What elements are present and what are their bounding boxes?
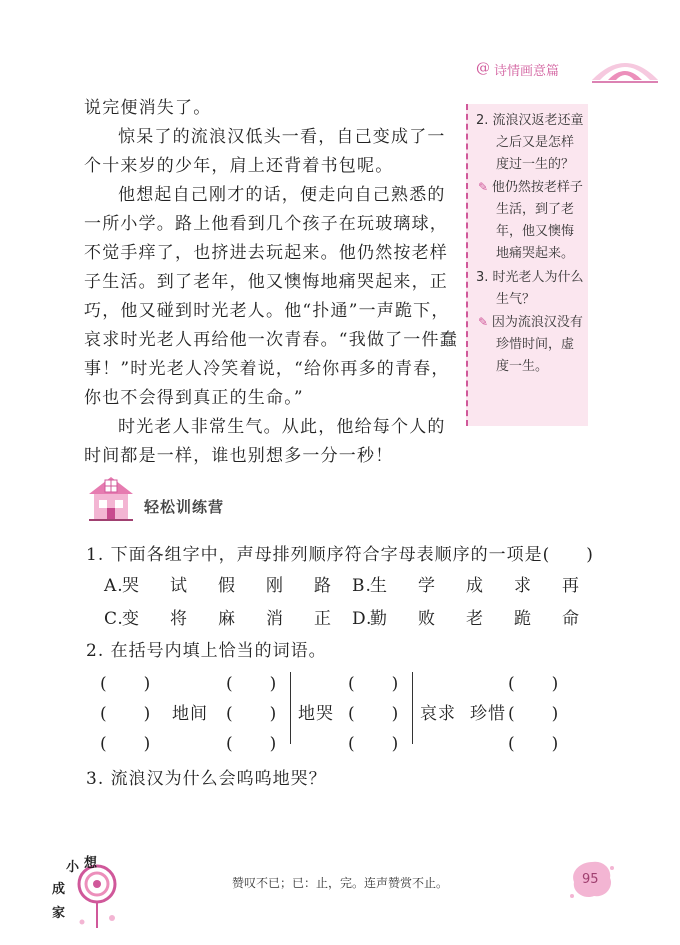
house-icon bbox=[86, 474, 136, 522]
option-label: C. bbox=[104, 609, 124, 629]
side-question-3 bbox=[476, 267, 584, 378]
header-spiral-icon: @ bbox=[476, 60, 490, 76]
header bbox=[470, 48, 660, 88]
logo-char: 成 bbox=[52, 882, 66, 897]
option-b[interactable]: B.生 学 成 求 再 bbox=[352, 576, 580, 596]
footer-quote: 赞叹不已；已：止，完。连声赞赏不止。 bbox=[232, 876, 449, 890]
side-answer: ✎ 他仍然按老样子生活，到了老年，他又懊悔地痛哭起来。 bbox=[478, 180, 583, 261]
answer-icon: ✎ bbox=[478, 180, 492, 194]
blank[interactable]: ( ) bbox=[508, 734, 560, 754]
answer-icon: ✎ bbox=[478, 315, 492, 329]
exercise-1-question: 1. 下面各组字中，声母排列顺序符合字母表顺序的一项是( ) bbox=[86, 545, 594, 565]
side-question-text: 2. 流浪汉返老还童之后又是怎样度过一生的？ bbox=[476, 113, 584, 172]
logo-char: 想 bbox=[84, 856, 98, 871]
header-sun-decoration bbox=[590, 48, 660, 88]
page-number: 95 bbox=[582, 872, 599, 887]
option-label: B. bbox=[352, 576, 372, 596]
blank[interactable]: ( ) bbox=[100, 704, 152, 724]
exercise-2-question: 2. 在括号内填上恰当的词语。 bbox=[86, 641, 327, 661]
lollipop-icon bbox=[72, 862, 122, 930]
bracket-line bbox=[290, 672, 294, 744]
story-paragraph-2: 惊呆了的流浪汉低头一看，自己变成了一个十来岁的少年，肩上还背着书包呢。 bbox=[84, 127, 446, 176]
logo-char: 家 bbox=[52, 906, 66, 921]
bracket-line bbox=[412, 672, 416, 744]
word-aiqiu: 哀求 bbox=[420, 704, 456, 724]
side-question-text: 3. 时光老人为什么生气？ bbox=[476, 270, 584, 307]
section-heading bbox=[86, 474, 286, 524]
option-a[interactable]: A.哭 试 假 刚 路 bbox=[104, 576, 332, 596]
logo-char: 小 bbox=[66, 860, 80, 875]
option-d[interactable]: D.勤 败 老 跪 命 bbox=[352, 609, 580, 629]
side-answer: ✎ 因为流浪汉没有珍惜时间，虚度一生。 bbox=[478, 315, 583, 374]
side-question-2 bbox=[476, 110, 584, 265]
blank[interactable]: ( ) bbox=[226, 734, 278, 754]
story-paragraph-4: 时光老人非常生气。从此，他给每个人的时间都是一样，谁也别想多一分一秒！ bbox=[84, 417, 446, 466]
word-dijian: 地间 bbox=[172, 704, 208, 724]
option-c[interactable]: C.变 将 麻 消 正 bbox=[104, 609, 332, 629]
blank[interactable]: ( ) bbox=[100, 674, 152, 694]
exercise-3-question: 3. 流浪汉为什么会呜呜地哭？ bbox=[86, 769, 327, 789]
blank[interactable]: ( ) bbox=[508, 674, 560, 694]
blank[interactable]: ( ) bbox=[508, 704, 560, 724]
blank[interactable]: ( ) bbox=[226, 704, 278, 724]
blank[interactable]: ( ) bbox=[348, 734, 400, 754]
story-paragraph-3: 他想起自己刚才的话，便走向自己熟悉的一所小学。路上他看到几个孩子在玩玻璃球，不觉手痒了，也挤进去玩起来。他仍然按老样子生活。到了老年，他又懊悔地痛哭起来，正巧，他又碰到时光老人。他“扑通”一声跪下，哀求时光老人再给他一次青春。“我做了一件蠢事！”时光老人冷笑着说，“给你再多的青春，你也不会得到真正的生命。” bbox=[84, 185, 458, 408]
story-text bbox=[84, 94, 460, 471]
footer-logo bbox=[52, 852, 132, 932]
word-zhenxi: 珍惜 bbox=[470, 704, 506, 724]
option-label: A. bbox=[104, 576, 124, 596]
side-panel bbox=[466, 104, 588, 426]
story-paragraph-1: 说完便消失了。 bbox=[84, 98, 212, 118]
word-diku: 地哭 bbox=[298, 704, 334, 724]
section-title: 轻松训练营 bbox=[144, 498, 225, 516]
blank[interactable]: ( ) bbox=[100, 734, 152, 754]
blank[interactable]: ( ) bbox=[348, 704, 400, 724]
blank[interactable]: ( ) bbox=[348, 674, 400, 694]
header-title: 诗情画意篇 bbox=[494, 64, 560, 79]
blank[interactable]: ( ) bbox=[226, 674, 278, 694]
option-label: D. bbox=[352, 609, 373, 629]
